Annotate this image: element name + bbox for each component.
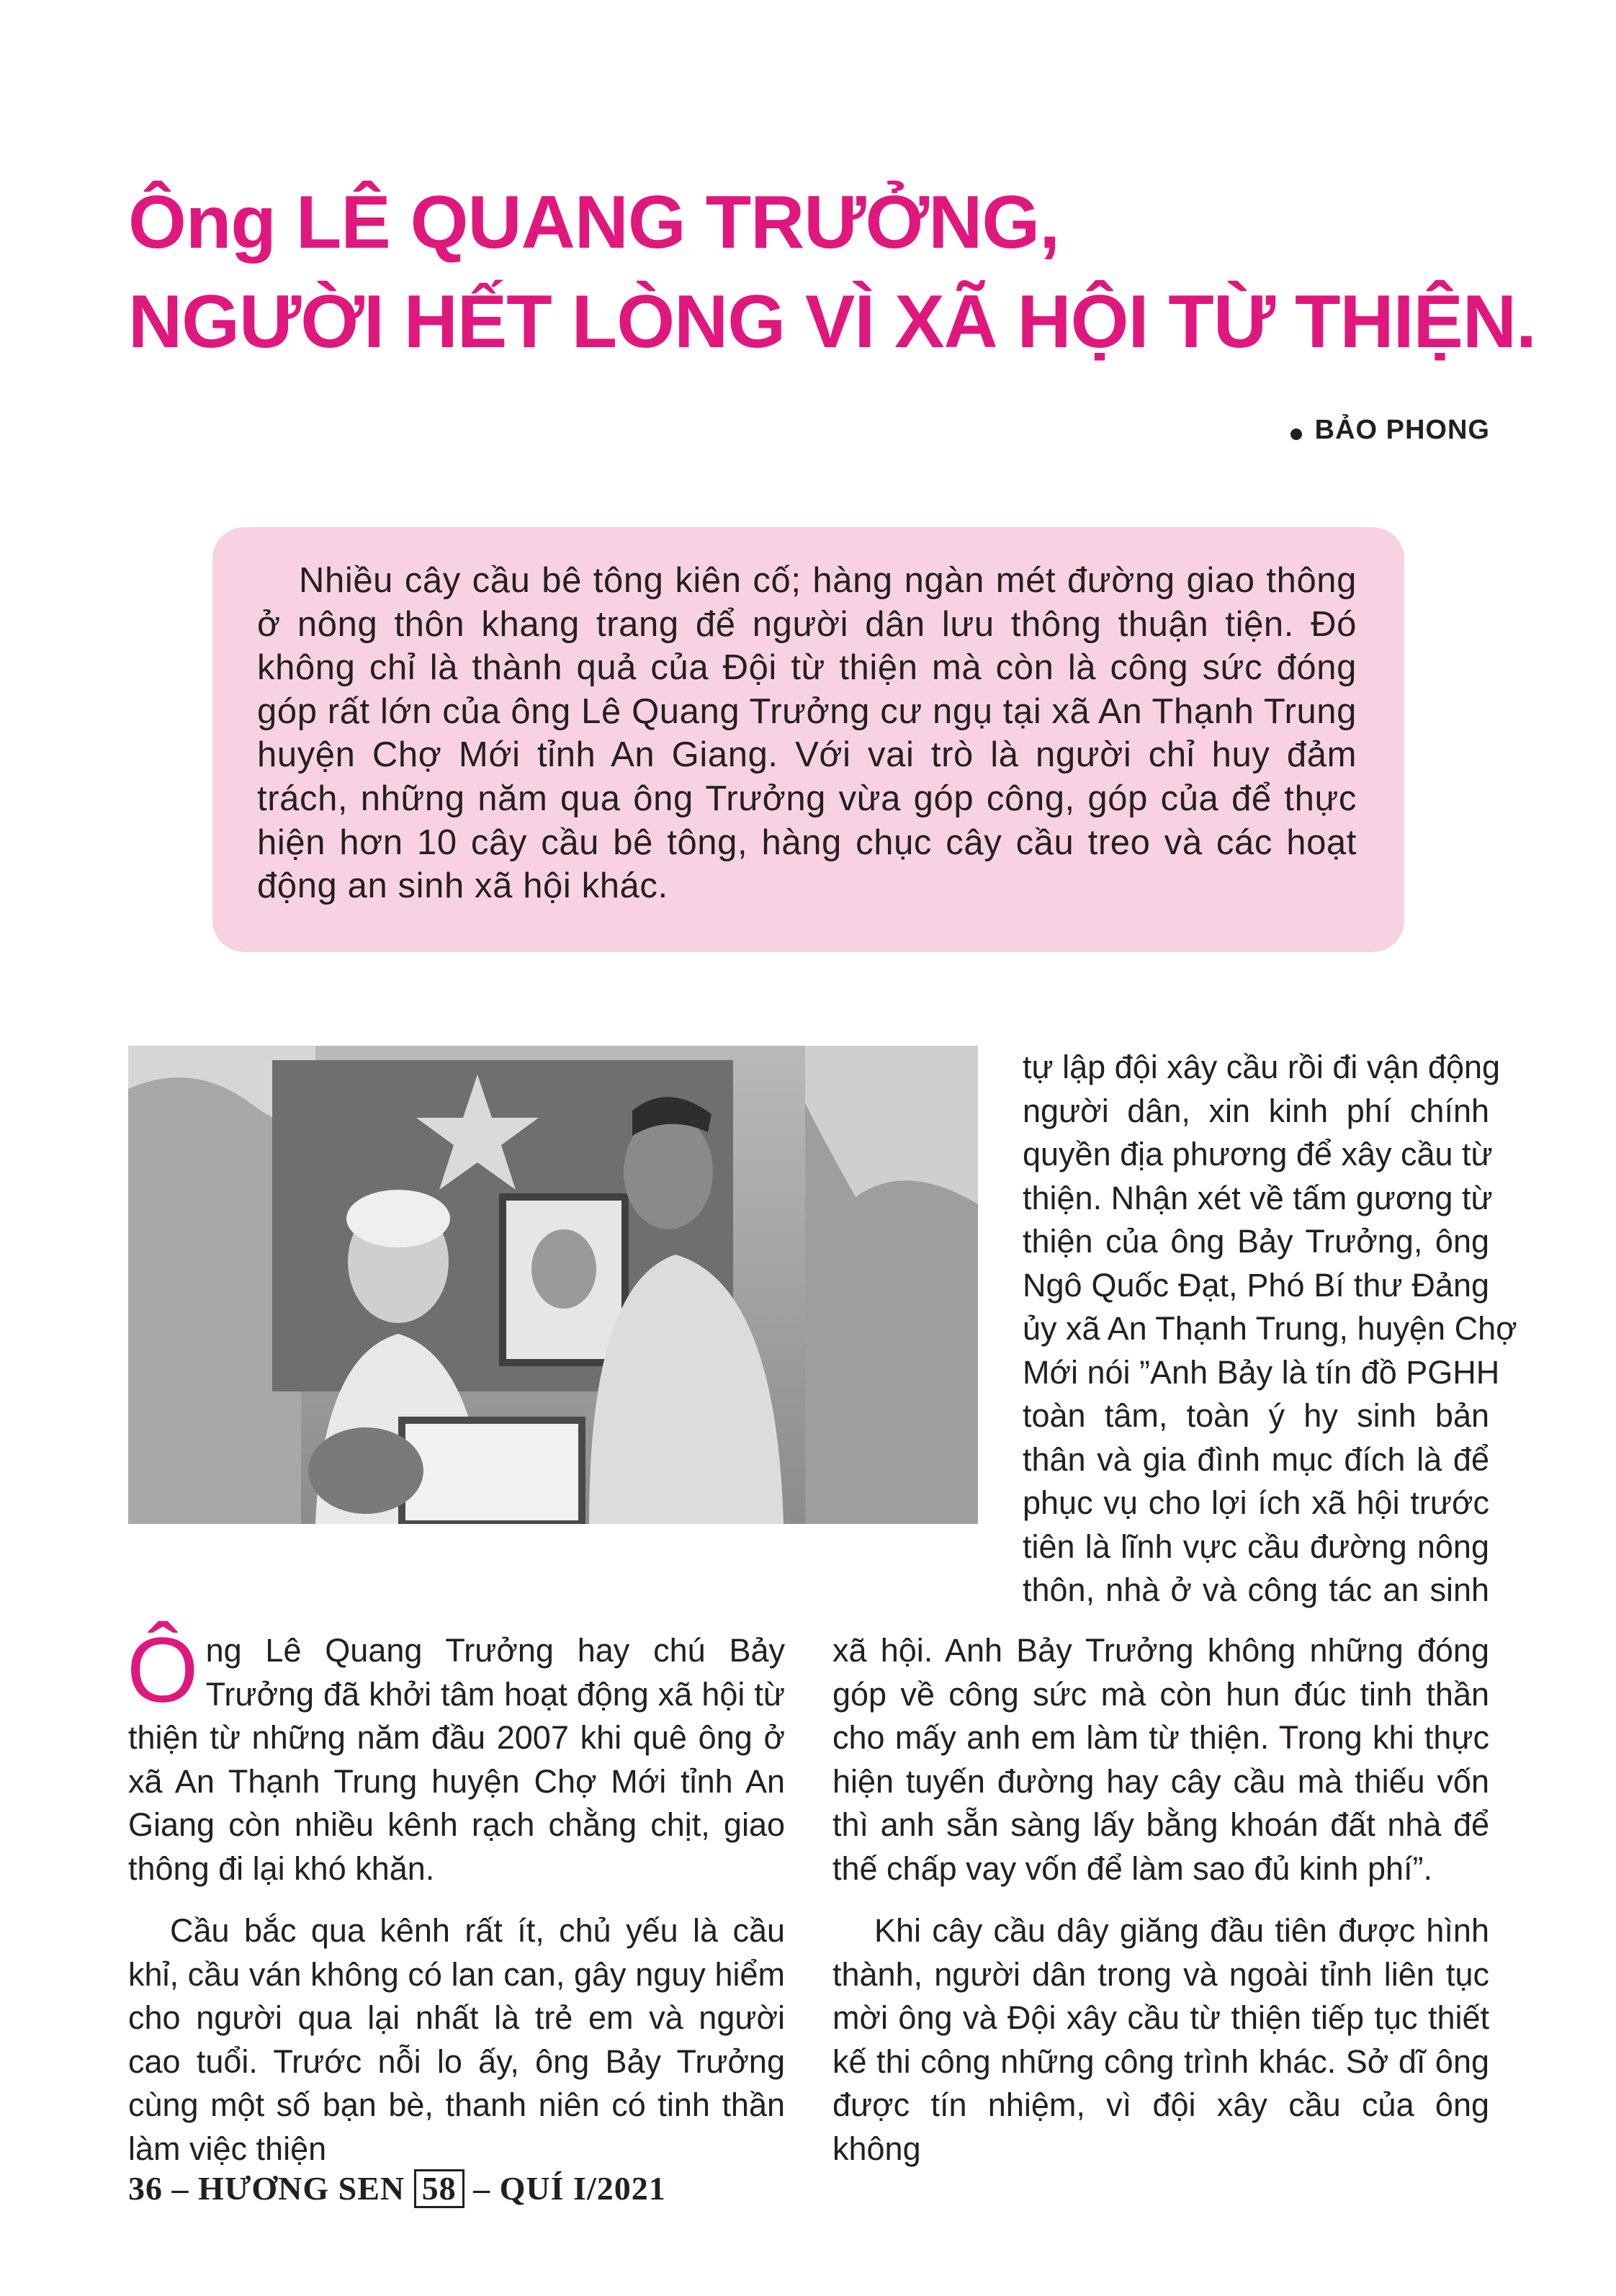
text-line: người dân, xin kinh phí chính [1023,1092,1489,1129]
left-paragraph-1 [127,1619,785,1891]
text-line: thiện của ông Bảy Trưởng, ông [1023,1223,1489,1260]
title-line-1: Ông LÊ QUANG TRƯỞNG, [128,181,1060,264]
text-line: toàn tâm, toàn ý hy sinh bản [1023,1397,1489,1434]
right-top-lines [1023,1046,1517,1613]
issue-quarter: QUÍ I/2021 [499,2170,666,2207]
text-line: Mới nói ”Anh Bảy là tín đồ PGHH [1023,1353,1500,1391]
right-paragraph-1: xã hội. Anh Bảy Trưởng không những đóng góp về công sức mà còn hun đúc tinh thần cho mấy anh em làm từ thiện. Trong khi thực hiện tuyến đường hay cây cầu mà thiếu vốn thì anh sẵn sàng lấy bằng khoán đất nhà để thế chấp vay vốn để làm sao đủ kinh phí”. [832,1632,1489,1887]
right-column-bottom [832,1629,1489,2171]
text-line: phục vụ cho lợi ích xã hội trước [1023,1484,1489,1521]
author-name: BẢO PHONG [1314,415,1490,445]
left-paragraph-1-text: ng Lê Quang Trưởng hay chú Bảy Trưởng đã khởi tâm hoạt động xã hội từ thiện từ những năm đầu 2007 khi quê ông ở xã An Thạnh Trung huyện Chợ Mới tỉnh An Giang còn nhiều kênh rạch chằng chịt, giao thông đi lại khó khăn. [128,1632,785,1887]
text-line: thân và gia đình mục đích là để [1023,1440,1489,1478]
article-photo [128,1046,978,1524]
magazine-name: HƯƠNG SEN [198,2170,405,2207]
text-line: tiên là lĩnh vực cầu đường nông [1023,1528,1489,1565]
text-line: Ngô Quốc Đạt, Phó Bí thư Đảng [1023,1266,1489,1304]
left-column [127,1619,785,2171]
lead-text: Nhiều cây cầu bê tông kiên cố; hàng ngàn mét đường giao thông ở nông thôn khang trang để người dân lưu thông thuận tiện. Đó không chỉ là thành quả của Đội từ thiện mà còn là công sức đóng góp rất lớn của ông Lê Quang Trưởng cư ngụ tại xã An Thạnh Trung huyện Chợ Mới tỉnh An Giang. Với vai trò là người chỉ huy đảm trách, những năm qua ông Trưởng vừa góp công, góp của để thực hiện hơn 10 cây cầu bê tông, hàng chục cây cầu treo và các hoạt động an sinh xã hội khác. [257,561,1357,906]
footer-dash: – [171,2170,189,2207]
lead-box [212,527,1404,952]
page-number: 36 [128,2170,163,2207]
text-line: ủy xã An Thạnh Trung, huyện Chợ [1023,1310,1517,1347]
right-paragraph-2: Khi cây cầu dây giăng đầu tiên được hình thành, người dân trong và ngoài tỉnh liên tục mời ông và Đội xây cầu từ thiện tiếp tục thiết kế thi công những công trình khác. Sở dĩ ông được tín nhiệm, vì đội xây cầu của ông không [832,1912,1489,2167]
right-column-top [1023,1046,1517,1613]
byline [1290,415,1490,446]
issue-number: 58 [414,2169,464,2208]
drop-cap: Ô [127,1619,199,1722]
text-line: tự lập đội xây cầu rồi đi vận động [1023,1049,1501,1085]
bullet-icon [1290,429,1302,440]
page-footer [128,2169,666,2208]
article-title [128,173,1536,372]
footer-dash: – [473,2170,491,2207]
text-line: quyền địa phương để xây cầu từ [1023,1136,1493,1172]
left-paragraph-2: Cầu bắc qua kênh rất ít, chủ yếu là cầu khỉ, cầu ván không có lan can, gây nguy hiểm cho người qua lại nhất là trẻ em và người cao tuổi. Trước nỗi lo ấy, ông Bảy Trưởng cùng một số bạn bè, thanh niên có tinh thần làm việc thiện [128,1912,785,2167]
title-line-2: NGƯỜI HẾT LÒNG VÌ XÃ HỘI TỪ THIỆN. [128,280,1536,364]
photo-illustration [128,1046,978,1524]
text-line: thôn, nhà ở và công tác an sinh [1023,1571,1489,1608]
text-line: thiện. Nhận xét về tấm gương từ [1023,1179,1493,1216]
